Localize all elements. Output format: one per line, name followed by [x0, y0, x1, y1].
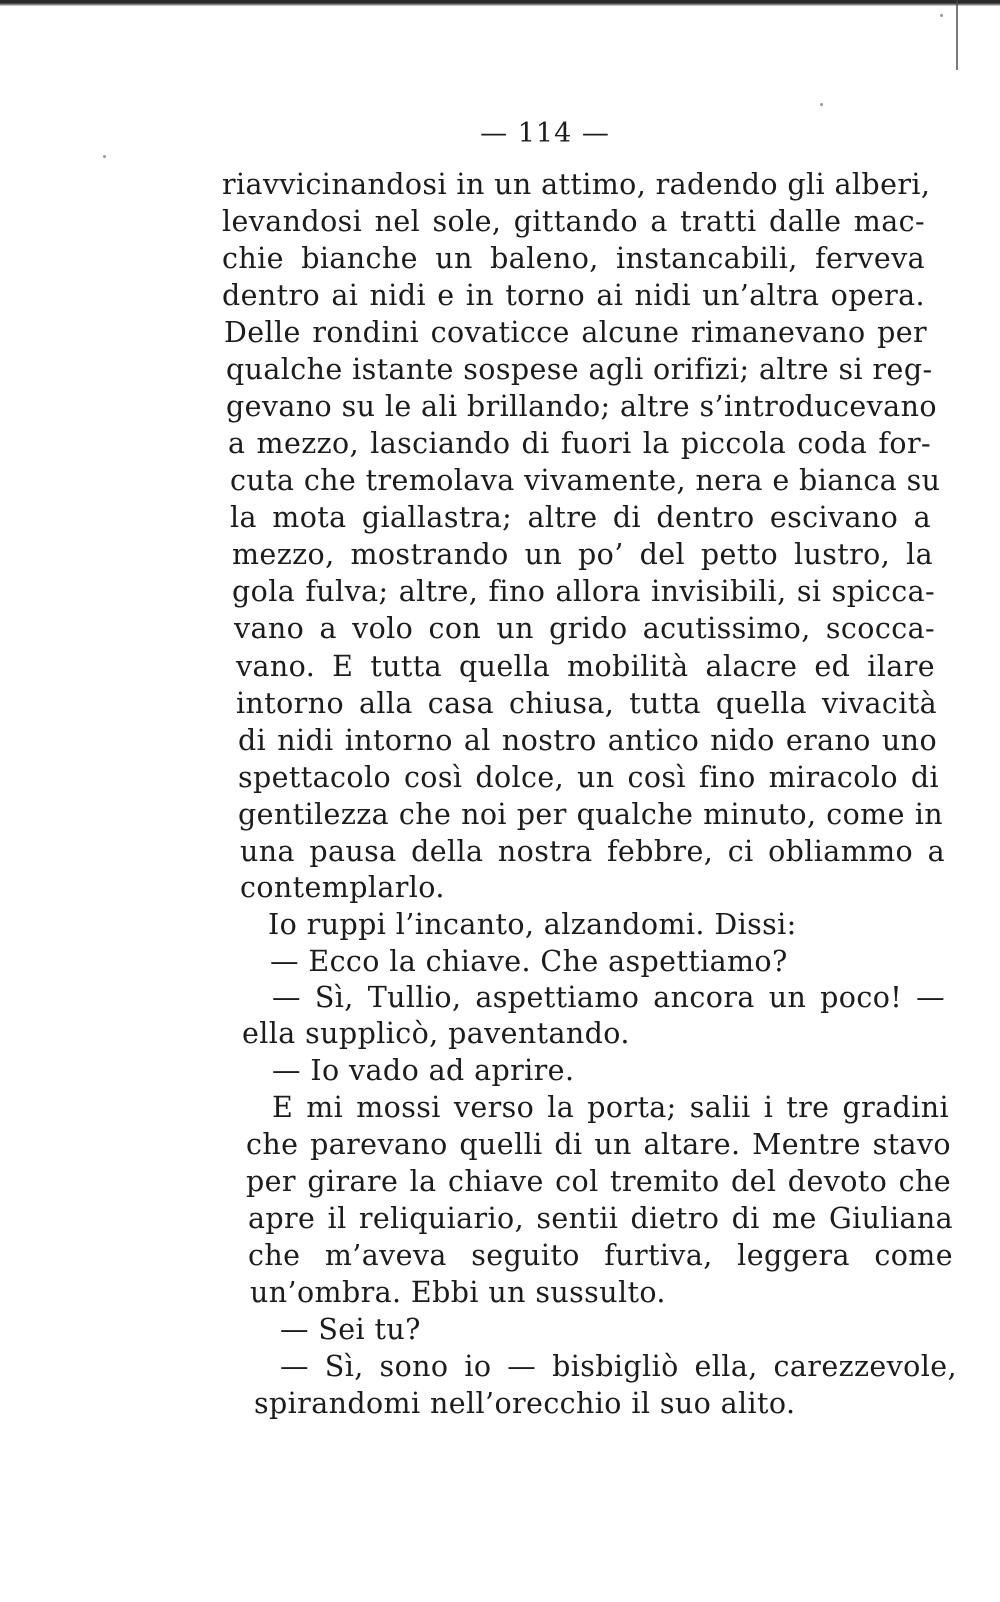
text-line: — Sei tu?: [280, 1313, 421, 1346]
text-line: gevano su le ali brillando; altre s’introducevano: [226, 390, 937, 423]
text-line: — Io vado ad aprire.: [272, 1054, 575, 1087]
scan-speck: [820, 103, 823, 106]
text-line: vano a volo con un grido acutissimo, scocca-: [234, 612, 935, 645]
text-line: qualche istante sospese agli orifizi; altre si reg-: [226, 353, 933, 386]
text-line: apre il reliquiario, sentii dietro di me Giuliana: [248, 1202, 953, 1235]
text-line: — Ecco la chiave. Che aspettiamo?: [270, 945, 788, 978]
text-line: E mi mossi verso la porta; salii i tre gradini: [272, 1091, 949, 1124]
text-line: levandosi nel sole, gittando a tratti dalle mac-: [222, 205, 925, 238]
text-line: cuta che tremolava vivamente, nera e bianca su: [230, 464, 941, 497]
page-number: — 114 —: [480, 118, 610, 149]
scan-top-edge: [0, 0, 1000, 6]
text-line: per girare la chiave col tremito del devoto che: [246, 1165, 951, 1198]
text-line: che parevano quelli di un altare. Mentre stavo: [246, 1128, 951, 1161]
text-line: chie bianche un baleno, instancabili, ferveva: [222, 242, 925, 275]
text-line: riavvicinandosi in un attimo, radendo gli alberi,: [222, 168, 931, 201]
text-line: gentilezza che noi per qualche minuto, come in: [238, 798, 943, 831]
scan-right-mark: [956, 0, 958, 70]
text-line: a mezzo, lasciando di fuori la piccola coda for-: [228, 427, 931, 460]
text-line: spettacolo così dolce, un così fino miracolo di: [238, 761, 939, 794]
text-line: vano. E tutta quella mobilità alacre ed ilare: [236, 650, 935, 683]
text-line: ella supplicò, paventando.: [242, 1017, 630, 1050]
text-line: un’ombra. Ebbi un sussulto.: [250, 1276, 666, 1309]
text-line: intorno alla casa chiusa, tutta quella vivacità: [236, 687, 937, 720]
text-line: la mota giallastra; altre di dentro escivano a: [230, 501, 931, 534]
scan-speck: [940, 14, 943, 17]
text-line: contemplarlo.: [240, 871, 445, 904]
text-line: mezzo, mostrando un po’ del petto lustro, la: [232, 538, 933, 571]
text-line: una pausa della nostra febbre, ci obliammo a: [240, 835, 945, 868]
text-line: dentro ai nidi e in torno ai nidi un’altra opera.: [222, 279, 925, 312]
text-line: Delle rondini covaticce alcune rimanevano per: [224, 316, 927, 349]
text-line: Io ruppi l’incanto, alzandomi. Dissi:: [268, 908, 797, 941]
text-line: che m’aveva seguito furtiva, leggera come: [248, 1239, 953, 1272]
scan-speck: [103, 155, 106, 158]
text-line: gola fulva; altre, fino allora invisibili, si spicca-: [232, 575, 935, 608]
text-line: — Sì, Tullio, aspettiamo ancora un poco! —: [272, 981, 945, 1014]
text-line: di nidi intorno al nostro antico nido erano uno: [238, 724, 937, 757]
text-line: — Sì, sono io — bisbigliò ella, carezzevole,: [280, 1350, 957, 1383]
text-line: spirandomi nell’orecchio il suo alito.: [254, 1387, 796, 1420]
